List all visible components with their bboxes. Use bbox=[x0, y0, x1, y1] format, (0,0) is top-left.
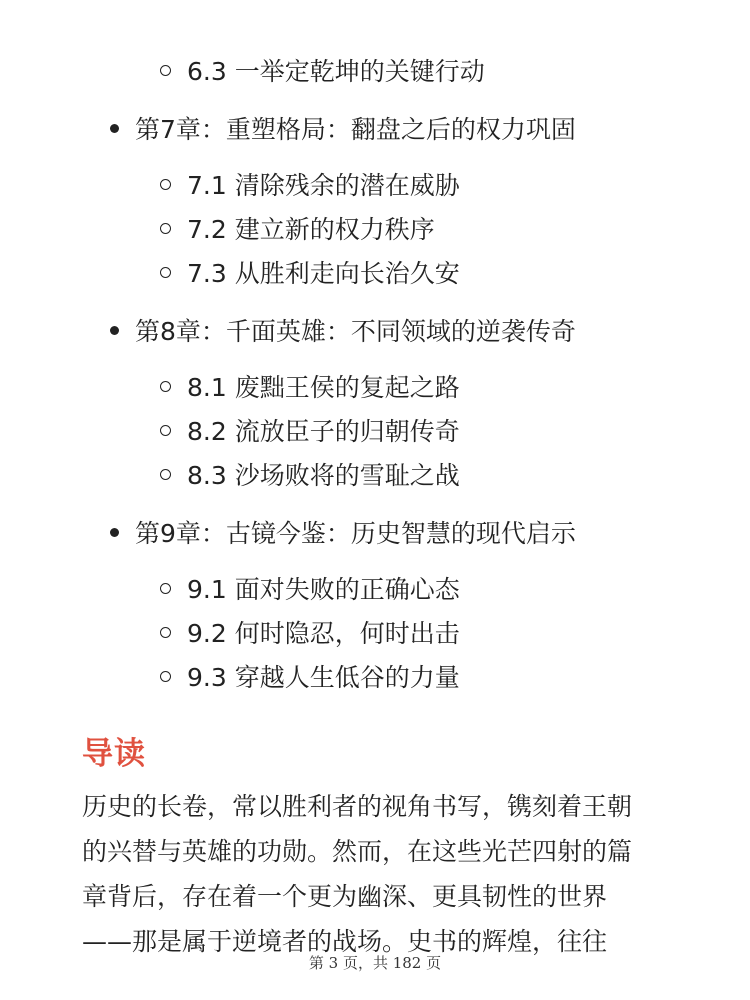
paragraph-line: 的兴替与英雄的功勋。然而，在这些光芒四射的篇 bbox=[82, 837, 633, 866]
toc-item-9-3[interactable] bbox=[160, 656, 460, 696]
toc-item-6-3[interactable] bbox=[160, 50, 485, 90]
circle-bullet-icon bbox=[160, 425, 171, 436]
toc-item-7-2[interactable] bbox=[160, 208, 435, 248]
circle-bullet-icon bbox=[160, 469, 171, 480]
circle-bullet-icon bbox=[160, 65, 171, 76]
toc-item-label: 6.3 一举定乾坤的关键行动 bbox=[187, 57, 485, 86]
circle-bullet-icon bbox=[160, 223, 171, 234]
toc-item-label: 7.1 清除残余的潜在威胁 bbox=[187, 171, 460, 200]
page-number-footer: 第 3 页，共 182 页 bbox=[308, 954, 442, 972]
toc-item-label: 7.2 建立新的权力秩序 bbox=[187, 215, 435, 244]
disc-bullet-icon bbox=[110, 528, 119, 537]
toc-chapter-label: 第9章：古镜今鉴：历史智慧的现代启示 bbox=[135, 519, 576, 548]
toc-item-8-2[interactable] bbox=[160, 410, 460, 450]
section-heading: 导读 bbox=[82, 736, 146, 772]
toc-item-label: 9.3 穿越人生低谷的力量 bbox=[187, 663, 460, 692]
toc-chapter-label: 第7章：重塑格局：翻盘之后的权力巩固 bbox=[135, 115, 576, 144]
toc-item-label: 7.3 从胜利走向长治久安 bbox=[187, 259, 460, 288]
toc-item-7-1[interactable] bbox=[160, 164, 460, 204]
toc-item-7-3[interactable] bbox=[160, 252, 460, 292]
circle-bullet-icon bbox=[160, 583, 171, 594]
toc-item-8-3[interactable] bbox=[160, 454, 460, 494]
disc-bullet-icon bbox=[110, 326, 119, 335]
paragraph-line: 历史的长卷，常以胜利者的视角书写，镌刻着王朝 bbox=[82, 792, 633, 821]
toc-item-label: 8.1 废黜王侯的复起之路 bbox=[187, 373, 460, 402]
circle-bullet-icon bbox=[160, 267, 171, 278]
toc-item-8-1[interactable] bbox=[160, 366, 460, 406]
circle-bullet-icon bbox=[160, 179, 171, 190]
toc-chapter-label: 第8章：千面英雄：不同领域的逆袭传奇 bbox=[135, 317, 576, 346]
circle-bullet-icon bbox=[160, 381, 171, 392]
paragraph-line: 章背后，存在着一个更为幽深、更具韧性的世界 bbox=[82, 882, 608, 911]
toc-chapter-9[interactable] bbox=[110, 512, 576, 552]
toc-item-9-2[interactable] bbox=[160, 612, 460, 652]
intro-paragraph bbox=[82, 784, 672, 964]
paragraph-line: ——那是属于逆境者的战场。史书的辉煌，往往 bbox=[82, 927, 608, 956]
toc-item-label: 9.1 面对失败的正确心态 bbox=[187, 575, 460, 604]
toc-chapter-7[interactable] bbox=[110, 108, 576, 148]
toc-item-label: 8.2 流放臣子的归朝传奇 bbox=[187, 417, 460, 446]
toc-item-9-1[interactable] bbox=[160, 568, 460, 608]
toc-item-label: 8.3 沙场败将的雪耻之战 bbox=[187, 461, 460, 490]
toc-item-label: 9.2 何时隐忍，何时出击 bbox=[187, 619, 460, 648]
disc-bullet-icon bbox=[110, 124, 119, 133]
toc-chapter-8[interactable] bbox=[110, 310, 576, 350]
circle-bullet-icon bbox=[160, 671, 171, 682]
circle-bullet-icon bbox=[160, 627, 171, 638]
